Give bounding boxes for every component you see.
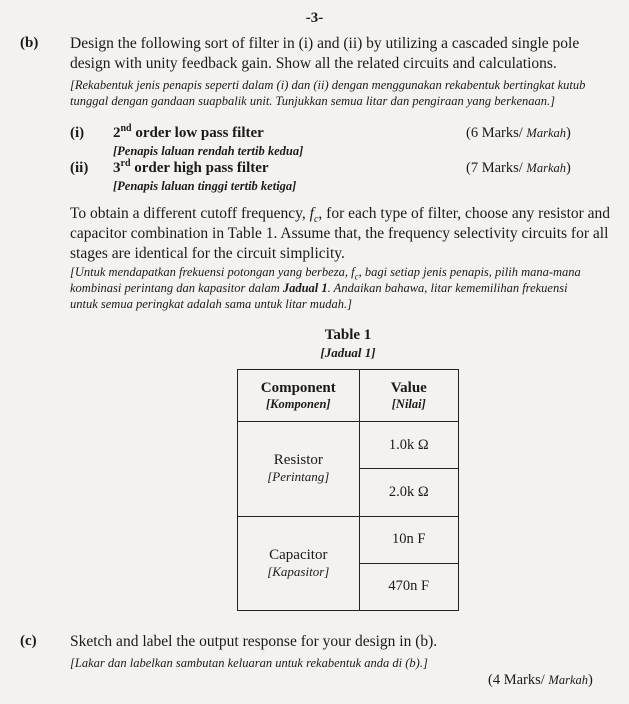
item-ii-title: 3rd order high pass filter xyxy=(113,158,269,176)
para-line-1: To obtain a different cutoff frequency, $f_c$, for each type of filter, choose any resistor and xyxy=(70,205,611,226)
capacitor-value-2: 470n F xyxy=(359,563,458,610)
para-trans-3: untuk semua peringkat adalah sama untuk litar mudah.] xyxy=(70,297,352,311)
item-ii-label: (ii) xyxy=(70,160,89,176)
table-row xyxy=(238,516,459,563)
para-line-2: capacitor combination in Table 1. Assume that, the frequency selectivity circuits for all xyxy=(70,225,609,242)
item-ii-marks: (7 Marks/ Markah) xyxy=(466,160,571,176)
item-i-marks: (6 Marks/ Markah) xyxy=(466,125,571,141)
resistor-value-1: 1.0k Ω xyxy=(359,422,458,469)
table-title-my: [Jadual 1] xyxy=(320,345,376,360)
para-trans-2: kombinasi perintang dan kapasitor dalam Jadual 1. Andaikan bahawa, litar kememilihan frekuensi xyxy=(70,281,568,295)
part-b-label: (b) xyxy=(20,35,39,51)
part-c-label: (c) xyxy=(20,633,37,649)
capacitor-value-1: 10n F xyxy=(359,516,458,563)
table-row xyxy=(238,422,459,469)
part-c-marks: (4 Marks/ Markah) xyxy=(488,672,593,688)
part-b-trans-1: [Rekabentuk jenis penapis seperti dalam (i) dan (ii) dengan menggunakan rekabentuk bertingkat kutub xyxy=(70,78,586,92)
part-b-text-2: design with unity feedback gain. Show all the related circuits and calculations. xyxy=(70,55,557,72)
resistor-cell: Resistor [Perintang] xyxy=(238,422,360,516)
item-i-title: 2nd order low pass filter xyxy=(113,123,264,141)
para-line-3: stages are identical for the circuit simplicity. xyxy=(70,245,345,262)
part-c-trans: [Lakar dan labelkan sambutan keluaran untuk rekabentuk anda di (b).] xyxy=(70,656,428,670)
para-trans-1: [Untuk mendapatkan frekuensi potongan yang berbeza, $f_c$, bagi setiap jenis penapis, pilih mana-mana xyxy=(70,265,581,282)
part-b-trans-2: tunggal dengan gandaan suapbalik unit. Tunjukkan semua litar dan pengiraan yang berkenaan.] xyxy=(70,94,556,108)
part-c-text: Sketch and label the output response for your design in (b). xyxy=(70,633,438,650)
header-value: Value [Nilai] xyxy=(359,370,458,422)
item-i-trans: [Penapis laluan rendah tertib kedua] xyxy=(113,144,304,158)
table-header-row xyxy=(238,370,459,422)
page-number: -3- xyxy=(305,10,324,26)
capacitor-cell: Capacitor [Kapasitor] xyxy=(238,516,360,610)
component-table xyxy=(237,369,459,611)
resistor-value-2: 2.0k Ω xyxy=(359,469,458,516)
part-b-text-1: Design the following sort of filter in (i) and (ii) by utilizing a cascaded single pole xyxy=(70,35,580,52)
header-component: Component [Komponen] xyxy=(238,370,360,422)
item-ii-trans: [Penapis laluan tinggi tertib ketiga] xyxy=(113,179,297,193)
table-title: Table 1 xyxy=(324,327,372,343)
item-i-label: (i) xyxy=(70,125,85,141)
